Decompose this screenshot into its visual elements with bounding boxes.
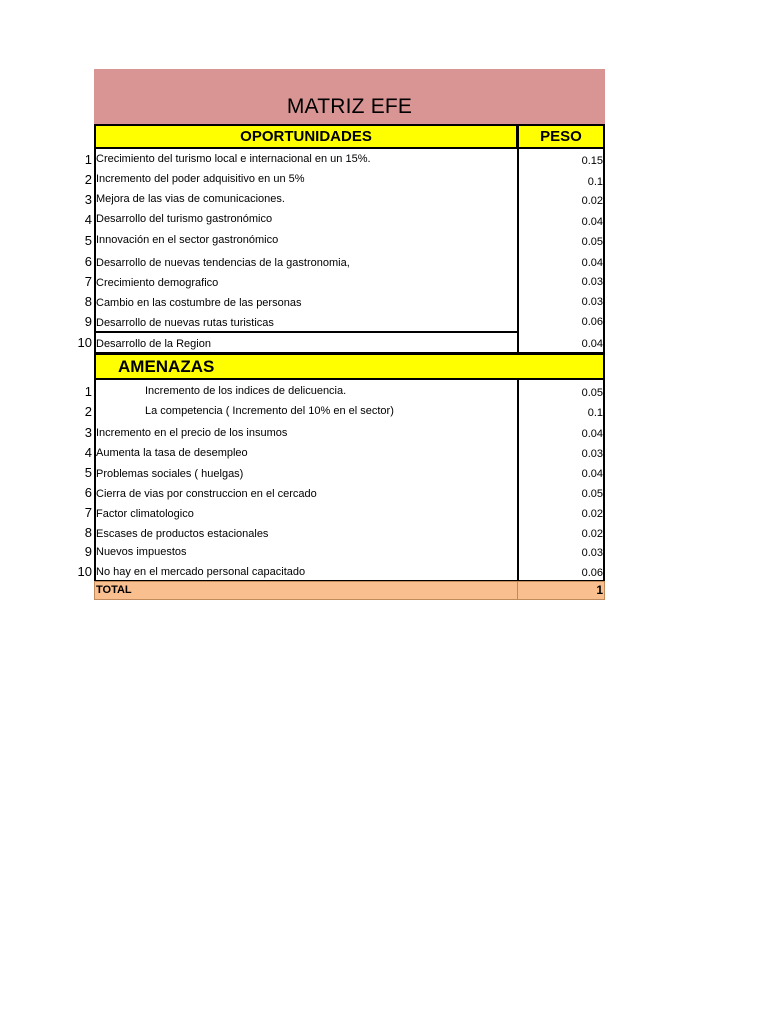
row-number: 10 <box>77 564 92 579</box>
row-description: Crecimiento demografico <box>96 277 219 289</box>
table-row <box>0 210 768 230</box>
table-row <box>0 170 768 190</box>
row-number: 3 <box>84 192 92 207</box>
row-number: 7 <box>84 505 92 520</box>
row-number: 4 <box>84 445 92 460</box>
row-peso: 0.05 <box>581 488 603 500</box>
row-peso: 0.03 <box>581 296 603 308</box>
row-number: 5 <box>84 233 92 248</box>
row-number: 3 <box>84 425 92 440</box>
row-peso: 0.03 <box>581 547 603 559</box>
row-peso: 0.04 <box>581 468 603 480</box>
row-peso: 0.1 <box>587 176 603 188</box>
table-row <box>0 252 768 272</box>
table-row <box>0 382 768 402</box>
table-row <box>0 190 768 210</box>
row-description: Nuevos impuestos <box>96 546 187 558</box>
row-peso: 0.1 <box>587 407 603 419</box>
row-number: 2 <box>84 172 92 187</box>
row-peso: 0.04 <box>581 428 603 440</box>
table-row <box>0 542 768 562</box>
row-description: Desarrollo del turismo gastronómico <box>96 213 273 225</box>
row-number: 9 <box>84 314 92 329</box>
row-description: Escases de productos estacionales <box>96 528 269 540</box>
table-row <box>0 523 768 543</box>
row-peso: 0.04 <box>581 257 603 269</box>
table-row <box>0 231 768 251</box>
row-description: Aumenta la tasa de desempleo <box>96 447 248 459</box>
row-peso: 0.15 <box>581 155 603 167</box>
row-peso: 0.04 <box>581 338 603 350</box>
row-number: 9 <box>84 544 92 559</box>
table-row <box>0 463 768 483</box>
row-description: Desarrollo de nuevas rutas turisticas <box>96 317 274 329</box>
row-description: Incremento en el precio de los insumos <box>96 427 288 439</box>
row-description: Desarrollo de nuevas tendencias de la gastronomia, <box>96 257 350 269</box>
row-description: Incremento de los indices de delicuencia. <box>145 385 347 397</box>
row-number: 10 <box>77 335 92 350</box>
row-description: No hay en el mercado personal capacitado <box>96 566 306 578</box>
column-divider <box>517 581 518 600</box>
total-label: TOTAL <box>96 584 132 596</box>
table-row <box>0 312 768 332</box>
row-description: Innovación en el sector gastronómico <box>96 234 279 246</box>
row-description: Crecimiento del turismo local e internacional en un 15%. <box>96 153 371 165</box>
table-row <box>0 402 768 422</box>
row-number: 2 <box>84 404 92 419</box>
row-description: Cambio en las costumbre de las personas <box>96 297 302 309</box>
threats-header: AMENAZAS <box>118 357 215 376</box>
row-peso: 0.03 <box>581 276 603 288</box>
row-number: 5 <box>84 465 92 480</box>
row-description: Problemas sociales ( huelgas) <box>96 468 244 480</box>
row-number: 8 <box>84 294 92 309</box>
row-number: 4 <box>84 212 92 227</box>
table-row <box>0 423 768 443</box>
row-number: 7 <box>84 274 92 289</box>
row-number: 6 <box>84 485 92 500</box>
table-row <box>0 443 768 463</box>
table-row <box>0 292 768 312</box>
row-peso: 0.06 <box>581 567 603 579</box>
row-description: Cierra de vias por construccion en el cercado <box>96 488 317 500</box>
row-number: 1 <box>84 384 92 399</box>
peso-header: PESO <box>517 124 605 149</box>
table-row <box>0 562 768 582</box>
row-peso: 0.06 <box>581 316 603 328</box>
row-description: Incremento del poder adquisitivo en un 5% <box>96 173 305 185</box>
table-row <box>0 333 768 353</box>
row-peso: 0.05 <box>581 387 603 399</box>
table-row <box>0 483 768 503</box>
table-row <box>0 272 768 292</box>
row-description: Desarrollo de la Region <box>96 338 211 350</box>
row-description: Mejora de las vias de comunicaciones. <box>96 193 285 205</box>
row-peso: 0.03 <box>581 448 603 460</box>
table-row <box>0 503 768 523</box>
opportunities-header: OPORTUNIDADES <box>94 124 518 149</box>
row-peso: 0.05 <box>581 236 603 248</box>
row-peso: 0.02 <box>581 508 603 520</box>
row-number: 8 <box>84 525 92 540</box>
row-number: 6 <box>84 254 92 269</box>
total-value: 1 <box>596 583 603 597</box>
table-row <box>0 150 768 170</box>
row-peso: 0.04 <box>581 216 603 228</box>
row-description: La competencia ( Incremento del 10% en el sector) <box>145 405 394 417</box>
row-peso: 0.02 <box>581 195 603 207</box>
row-peso: 0.02 <box>581 528 603 540</box>
page-title: MATRIZ EFE <box>286 95 413 118</box>
row-description: Factor climatologico <box>96 508 194 520</box>
row-number: 1 <box>84 152 92 167</box>
